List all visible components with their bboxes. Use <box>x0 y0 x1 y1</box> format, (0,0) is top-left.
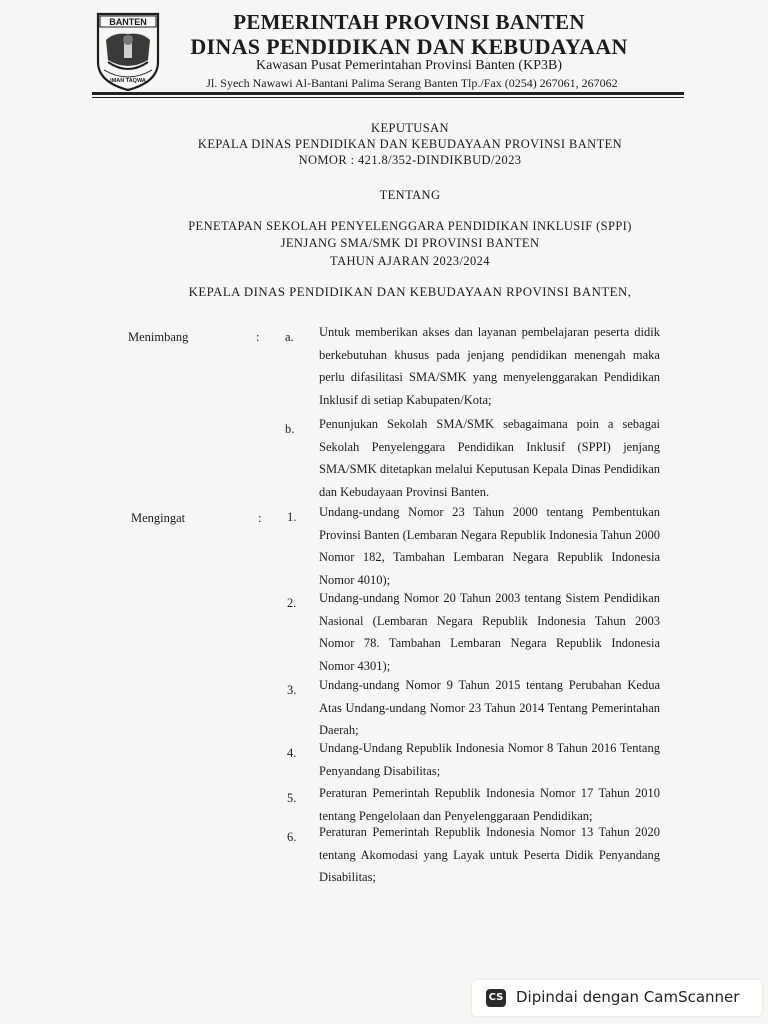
mengingat-item-3-text: Undang-undang Nomor 9 Tahun 2015 tentang Perubahan Kedua Atas Undang-undang Nomor 23 Tahun 2014 Tentang Pemerintahan Daerah; <box>319 678 660 737</box>
menimbang-item-a-marker: a. <box>285 330 294 344</box>
mengingat-colon: : <box>258 511 262 525</box>
decision-subject-line-1: PENETAPAN SEKOLAH PENYELENGGARA PENDIDIKAN INKLUSIF (SPPI) <box>188 219 632 233</box>
menimbang-item-b-marker: b. <box>285 422 295 436</box>
menimbang-item-a-text: Untuk memberikan akses dan layanan pembelajaran peserta didik berkebutuhan khusus pada jenjang pendidikan menengah maka perlu difasilitasi SMA/SMK yang menyelenggarakan Pendidikan Inklusif di setiap Kabupaten/Kota; <box>319 325 660 407</box>
mengingat-item-6-text: Peraturan Pemerintah Republik Indonesia Nomor 13 Tahun 2020 tentang Akomodasi yang Layak untuk Peserta Didik Penyandang Disabilitas; <box>319 825 660 884</box>
menimbang-label: Menimbang <box>128 330 189 344</box>
camscanner-watermark <box>472 980 762 1016</box>
camscanner-label: Dipindai dengan CamScanner <box>516 988 740 1006</box>
decision-number: NOMOR : 421.8/352-DINDIKBUD/2023 <box>298 153 522 167</box>
logo-text-bottom: IMAN TAQWA <box>110 78 146 84</box>
letterhead-thin-rule <box>92 97 684 98</box>
menimbang-item-b-text: Penunjukan Sekolah SMA/SMK sebagaimana poin a sebagai Sekolah Penyelenggara Pendidikan Inklusif (SPPI) jenjang SMA/SMK ditetapkan melalui Keputusan Kepala Dinas Pendidikan dan Kebudayaan Provinsi Banten. <box>319 417 660 499</box>
mengingat-item-5-marker: 5. <box>287 791 297 805</box>
decision-subject-line-3: TAHUN AJARAN 2023/2024 <box>330 254 490 268</box>
letterhead-thick-rule <box>92 92 684 95</box>
mengingat-item-4-marker: 4. <box>287 746 297 760</box>
decision-issuer: KEPALA DINAS PENDIDIKAN DAN KEBUDAYAAN PROVINSI BANTEN <box>197 137 623 151</box>
decision-issuer-repeat: KEPALA DINAS PENDIDIKAN DAN KEBUDAYAAN RPOVINSI BANTEN, <box>188 285 632 299</box>
mengingat-item-1-marker: 1. <box>287 510 297 524</box>
agency-name: DINAS PENDIDIKAN DAN KEBUDAYAAN <box>190 34 628 59</box>
mengingat-item-6-marker: 6. <box>287 830 297 844</box>
mengingat-label: Mengingat <box>131 511 186 525</box>
decision-about: TENTANG <box>379 188 441 202</box>
mengingat-item-3-marker: 3. <box>287 683 297 697</box>
government-name: PEMERINTAH PROVINSI BANTEN <box>233 10 585 34</box>
decision-subject-line-2: JENJANG SMA/SMK DI PROVINSI BANTEN <box>280 236 540 250</box>
area-name: Kawasan Pusat Pemerintahan Provinsi Banten (KP3B) <box>255 58 562 73</box>
agency-address: Jl. Syech Nawawi Al-Bantani Palima Serang Banten Tlp./Fax (0254) 267061, 267062 <box>206 76 618 90</box>
camscanner-icon: CS <box>486 989 506 1007</box>
decision-title: KEPUTUSAN <box>371 121 449 135</box>
mengingat-item-1-text: Undang-undang Nomor 23 Tahun 2000 tentang Pembentukan Provinsi Banten (Lembaran Negara Republik Indonesia Tahun 2000 Nomor 182, Tambahan Lembaran Negara Republik Indonesia Nomor 4010); <box>319 505 660 587</box>
mengingat-item-4-text: Undang-Undang Republik Indonesia Nomor 8 Tahun 2016 Tentang Penyandang Disabilitas; <box>319 741 660 778</box>
mengingat-item-5-text: Peraturan Pemerintah Republik Indonesia Nomor 17 Tahun 2010 tentang Pengelolaan dan Penyelenggaraan Pendidikan; <box>319 786 660 823</box>
menimbang-colon: : <box>256 330 260 344</box>
logo-text-top: BANTEN <box>109 17 147 27</box>
mengingat-item-2-text: Undang-undang Nomor 20 Tahun 2003 tentang Sistem Pendidikan Nasional (Lembaran Negara Republik Indonesia Tahun 2003 Nomor 78. Tambahan Lembaran Negara Republik Indonesia Nomor 4301); <box>319 591 660 673</box>
mengingat-item-2-marker: 2. <box>287 596 297 610</box>
